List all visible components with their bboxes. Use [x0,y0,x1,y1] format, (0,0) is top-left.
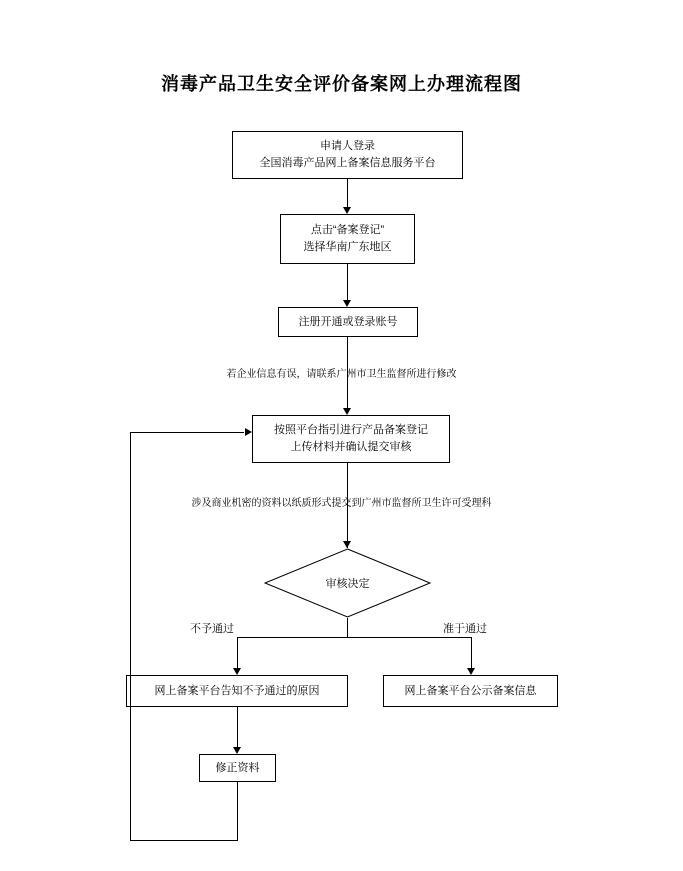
node-submit-line1: 按照平台指引进行产品备案登记 [274,424,428,436]
node-account-line1: 注册开通或登录账号 [298,315,398,328]
connector-reject-to-fix [237,707,238,752]
node-publish [383,675,558,707]
node-login-line1: 申请人登录 [320,140,375,152]
connector-loop-top [130,432,244,433]
node-publish-line1: 网上备案平台公示备案信息 [404,684,537,697]
connector-loop-bottom [130,840,238,841]
arrow-branch-to-reject [233,668,241,675]
edge-label-reject: 不予通过 [190,623,234,635]
node-fix [199,754,276,782]
note-info-correction: 若企业信息有误，请联系广州市卫生监督所进行修改 [226,369,457,380]
node-register-click [280,214,415,264]
arrow-branch-to-publish [467,668,475,675]
arrow-account-to-submit [343,408,351,415]
node-register-click-line1: 点击“备案登记” [310,224,385,236]
connector-decision-to-branch [347,618,348,637]
node-reject-notice [126,675,348,707]
node-decision-label: 审核决定 [325,578,370,590]
arrow-submit-to-decision [343,541,351,548]
arrow-register-to-account [343,300,351,307]
note-confidential-materials: 涉及商业机密的资料以纸质形式提交到广州市监督所卫生许可受理科 [191,498,492,509]
arrow-reject-to-fix [233,747,241,754]
connector-register-to-account [347,264,348,305]
node-register-click-line2: 选择华南广东地区 [303,241,392,253]
arrow-login-to-register [343,207,351,214]
connector-loop-left [130,432,131,841]
node-login [232,131,463,179]
node-reject-notice-line1: 网上备案平台告知不予通过的原因 [154,684,320,697]
node-fix-line1: 修正资料 [215,761,260,774]
node-account [278,307,418,337]
page-title: 消毒产品卫生安全评价备案网上办理流程图 [161,74,522,94]
edge-label-approve: 准于通过 [443,623,487,635]
node-submit [252,415,450,463]
node-submit-line2: 上传材料并确认提交审核 [290,441,412,453]
arrow-loop-to-submit [245,428,252,436]
node-decision [264,548,431,618]
branch-line [237,637,472,638]
node-login-line2: 全国消毒产品网上备案信息服务平台 [259,157,436,169]
connector-fix-down [237,782,238,840]
